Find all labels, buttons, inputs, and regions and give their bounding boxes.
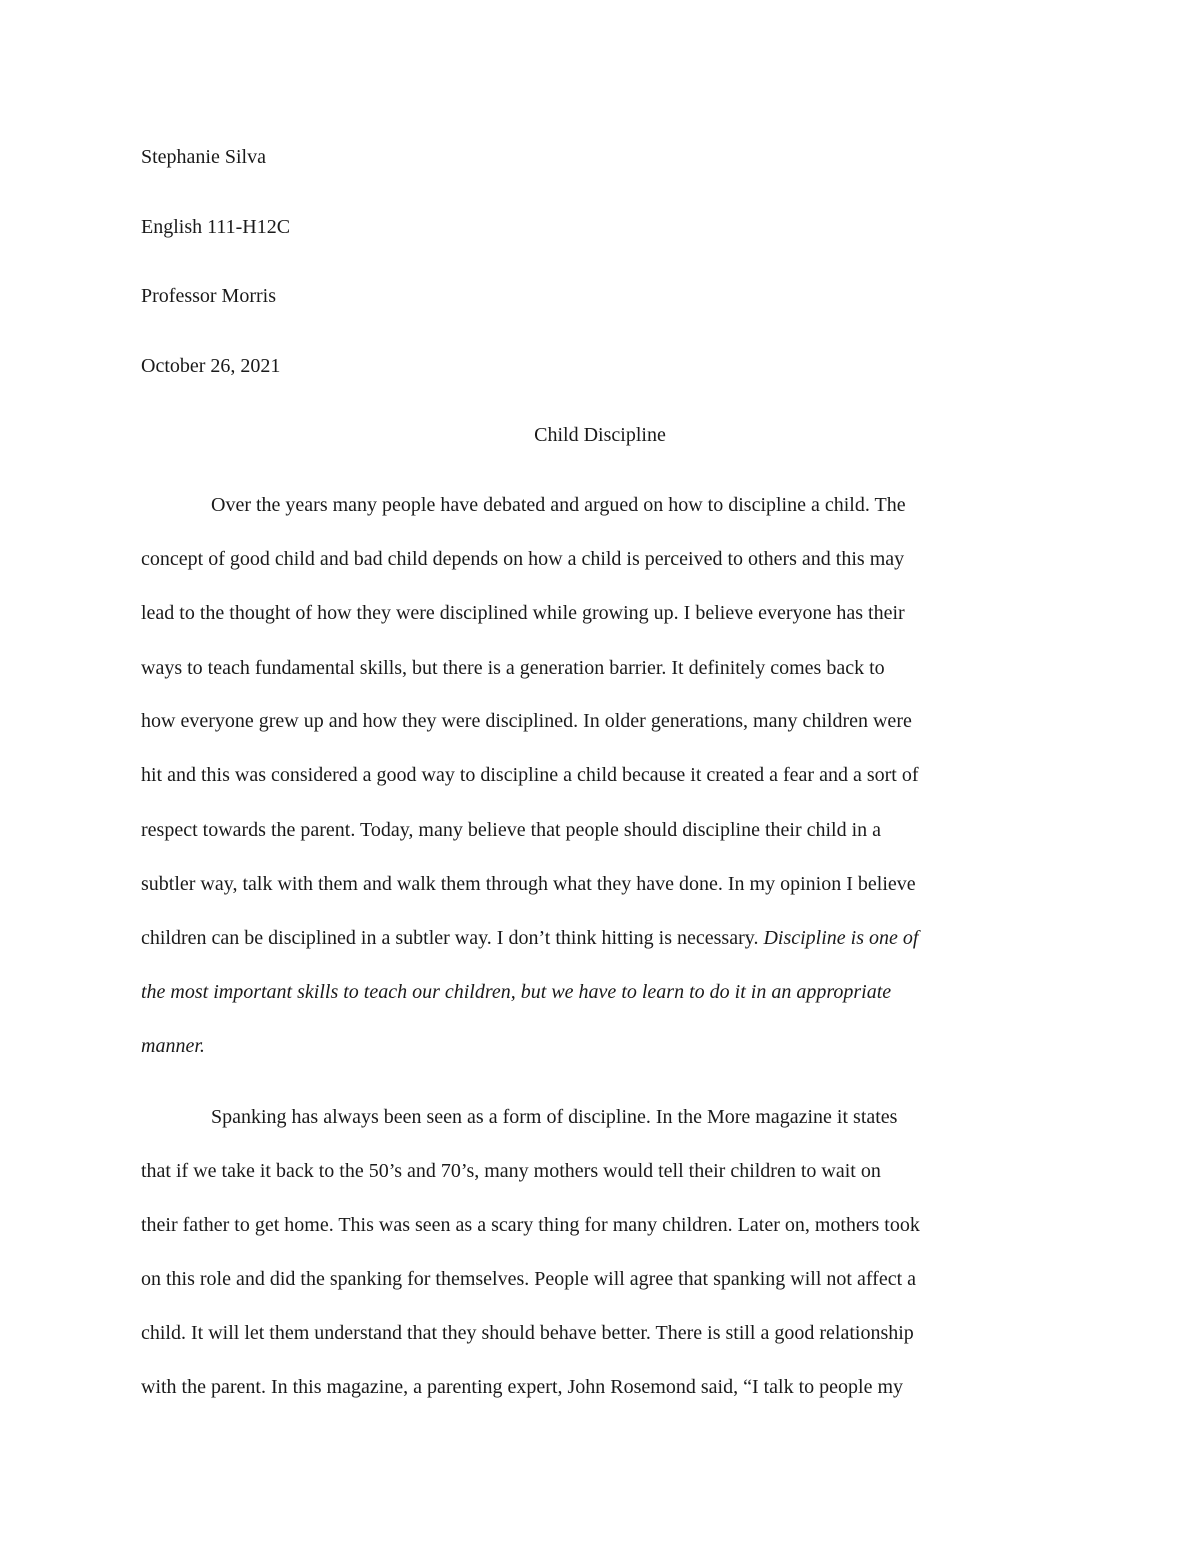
paragraph-1-line-3: lead to the thought of how they were disciplined while growing up. I believe everyone has their [141, 602, 905, 624]
paragraph-1-line-6: hit and this was considered a good way to discipline a child because it created a fear and a sort of [141, 764, 919, 786]
paragraph-2-line-6: with the parent. In this magazine, a parenting expert, John Rosemond said, “I talk to people my [141, 1376, 904, 1398]
paragraph-2-line-1: Spanking has always been seen as a form of discipline. In the More magazine it states [211, 1106, 898, 1128]
paragraph-1-line-5: how everyone grew up and how they were disciplined. In older generations, many children were [141, 710, 912, 732]
course-name: English 111-H12C [141, 216, 291, 238]
paragraph-1-line-1: Over the years many people have debated and argued on how to discipline a child. The [211, 494, 906, 516]
paragraph-1-line-9-text: children can be disciplined in a subtler way. I don’t think hitting is necessary. [141, 927, 764, 949]
paragraph-2-line-5: child. It will let them understand that they should behave better. There is still a good relationship [141, 1322, 914, 1344]
document-title: Child Discipline [534, 424, 666, 446]
thesis-start: Discipline is one of [763, 927, 919, 949]
paragraph-2-line-4: on this role and did the spanking for themselves. People will agree that spanking will not affect a [141, 1268, 916, 1290]
paragraph-1-line-2: concept of good child and bad child depends on how a child is perceived to others and this may [141, 548, 905, 570]
paragraph-1-line-7: respect towards the parent. Today, many believe that people should discipline their child in a [141, 819, 882, 841]
date: October 26, 2021 [141, 355, 281, 377]
paragraph-2-line-2: that if we take it back to the 50’s and 70’s, many mothers would tell their children to wait on [141, 1160, 881, 1182]
paragraph-1-line-10: the most important skills to teach our children, but we have to learn to do it in an appropriate [141, 981, 892, 1003]
paragraph-1-line-4: ways to teach fundamental skills, but there is a generation barrier. It definitely comes back to [141, 657, 885, 679]
paragraph-2-line-3: their father to get home. This was seen as a scary thing for many children. Later on, mothers took [141, 1214, 920, 1236]
paragraph-1-line-9 [141, 925, 918, 951]
paragraph-1-line-8: subtler way, talk with them and walk them through what they have done. In my opinion I believe [141, 873, 916, 895]
professor-name: Professor Morris [141, 285, 276, 307]
author-name: Stephanie Silva [141, 146, 266, 168]
paragraph-1-line-11: manner. [141, 1035, 205, 1057]
